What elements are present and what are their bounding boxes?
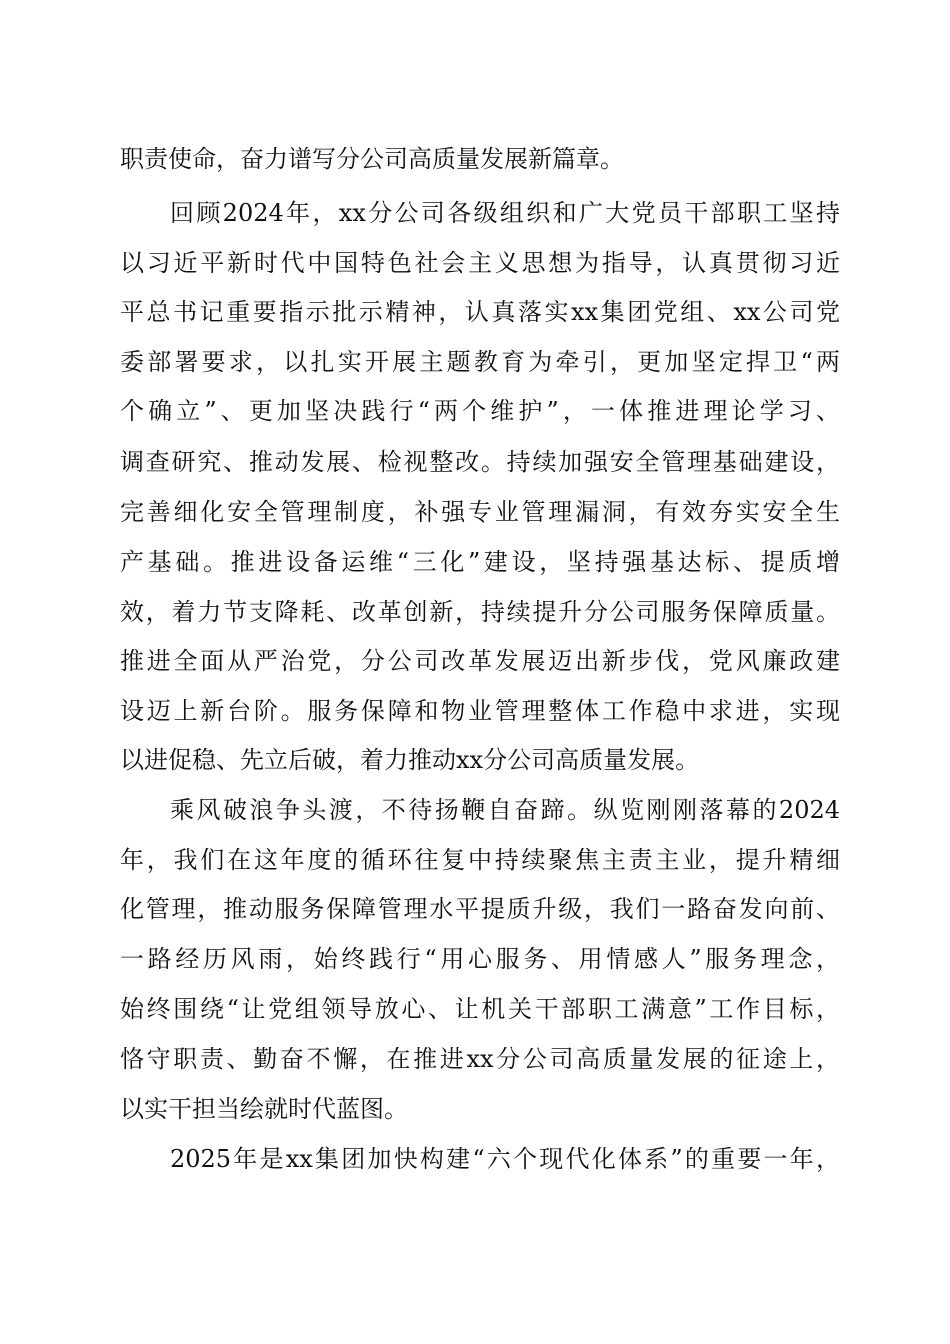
text-line-5: 委部署要求，以扎实开展主题教育为牵引，更加坚定捍卫“两 — [120, 348, 840, 376]
text-line-9: 产基础。推进设备运维“三化”建设，坚持强基达标、提质增 — [120, 548, 840, 576]
text-line-17: 一路经历风雨，始终践行“用心服务、用情感人”服务理念， — [120, 945, 840, 973]
text-line-16: 化管理，推动服务保障管理水平提质升级，我们一路奋发向前、 — [120, 895, 840, 923]
text-line-3: 以习近平新时代中国特色社会主义思想为指导，认真贯彻习近 — [120, 249, 840, 277]
text-line-1: 职责使命，奋力谱写分公司高质量发展新篇章。 — [120, 145, 624, 173]
text-line-10: 效，着力节支降耗、改革创新，持续提升分公司服务保障质量。 — [120, 598, 840, 626]
text-line-11: 推进全面从严治党，分公司改革发展迈出新步伐，党风廉政建 — [120, 647, 840, 675]
text-line-7: 调查研究、推动发展、检视整改。持续加强安全管理基础建设， — [120, 448, 840, 476]
text-line-8: 完善细化安全管理制度，补强专业管理漏洞，有效夯实安全生 — [120, 498, 840, 526]
text-line-15: 年，我们在这年度的循环往复中持续聚焦主责主业，提升精细 — [120, 846, 840, 874]
text-line-19: 恪守职责、勤奋不懈，在推进xx分公司高质量发展的征途上， — [120, 1045, 840, 1073]
text-line-4: 平总书记重要指示批示精神，认真落实xx集团党组、xx公司党 — [120, 298, 840, 326]
text-line-14: 乘风破浪争头渡，不待扬鞭自奋蹄。纵览刚刚落幕的2024 — [170, 796, 840, 824]
text-line-12: 设迈上新台阶。服务保障和物业管理整体工作稳中求进，实现 — [120, 697, 840, 725]
text-line-20: 以实干担当绘就时代蓝图。 — [120, 1095, 408, 1123]
text-line-18: 始终围绕“让党组领导放心、让机关干部职工满意”工作目标， — [120, 995, 840, 1023]
text-line-13: 以进促稳、先立后破，着力推动xx分公司高质量发展。 — [120, 746, 700, 774]
text-line-2: 回顾2024年，xx分公司各级组织和广大党员干部职工坚持 — [170, 199, 840, 227]
text-line-6: 个确立”、更加坚决践行“两个维护”，一体推进理论学习、 — [120, 397, 840, 425]
text-line-21: 2025年是xx集团加快构建“六个现代化体系”的重要一年， — [170, 1145, 840, 1173]
